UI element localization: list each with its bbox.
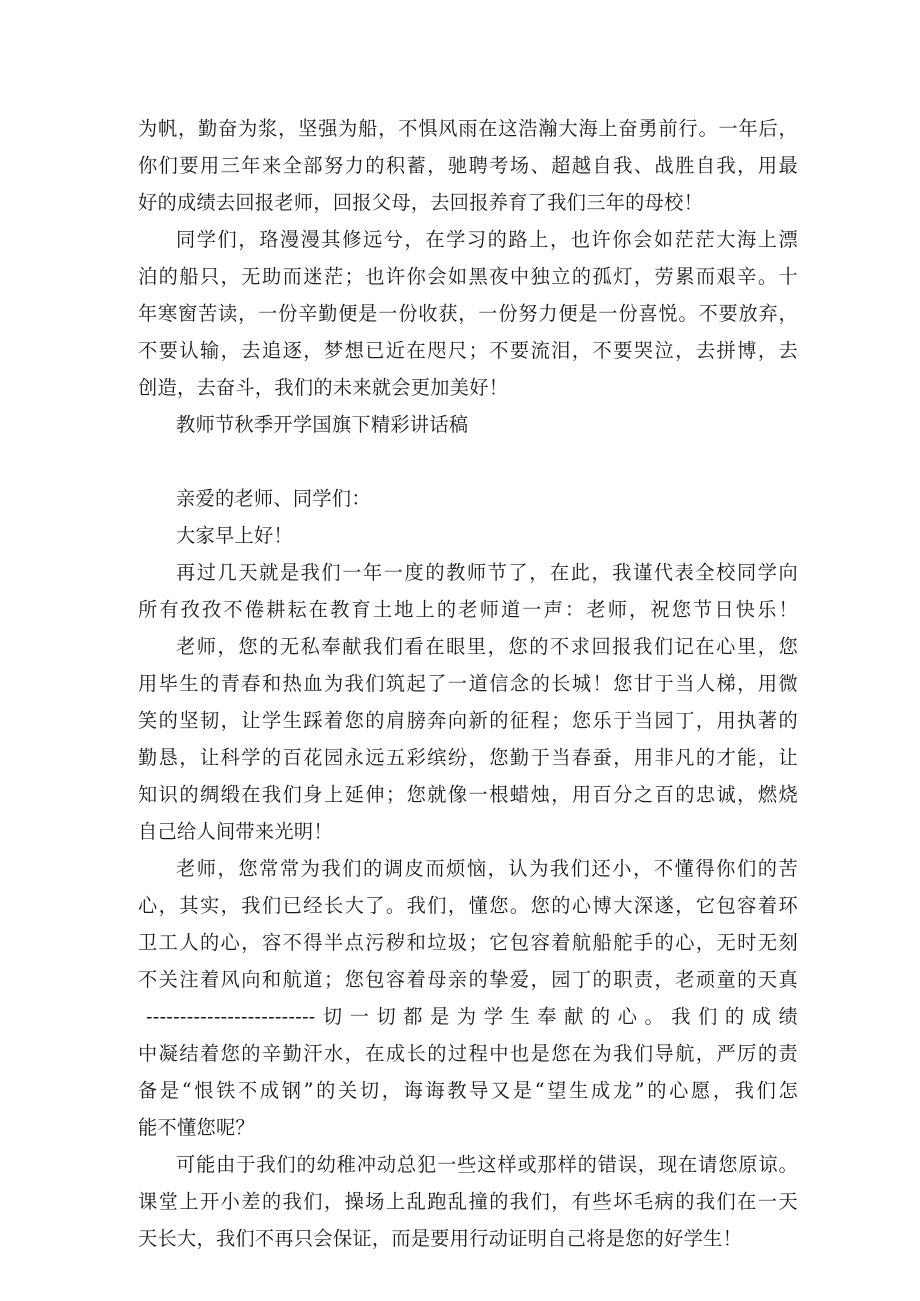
text-line: 你们要用三年来全部努力的积蓄，驰聘考场、超越自我、战胜自我，用最 (138, 154, 798, 177)
text-line: 能不懂您呢？ (138, 1116, 255, 1139)
paragraph-first-line: 同学们，珞漫漫其修远兮，在学习的路上，也许你会如茫茫大海上漂 (176, 228, 798, 251)
text-line: 心，其实，我们已经长大了。我们，懂您。您的心博大深遂，它包容着环 (138, 894, 798, 917)
text-line: 创造，去奋斗，我们的未来就会更加美好！ (138, 376, 509, 399)
text-line: 自己给人间带来光明！ (138, 820, 333, 843)
paragraph-first-line: 老师，您常常为我们的调皮而烦恼，认为我们还小，不懂得你们的苦 (176, 857, 798, 880)
text-line: 中凝结着您的辛勤汗水，在成长的过程中也是您在为我们导航，严厉的责 (138, 1042, 798, 1065)
text-line: 笑的坚韧，让学生踩着您的肩膀奔向新的征程；您乐于当园丁，用执著的 (138, 709, 798, 732)
document-page (138, 110, 798, 1257)
text-line: 不要认输，去追逐，梦想已近在咫尺；不要流泪，不要哭泣，去拼博，去 (138, 339, 798, 362)
text-line: 课堂上开小差的我们，操场上乱跑乱撞的我们，有些坏毛病的我们在一天 (138, 1190, 798, 1213)
text-line: 好的成绩去回报老师，回报父母，去回报养育了我们三年的母校！ (138, 191, 704, 214)
text-line: 泊的船只，无助而迷茫；也许你会如黑夜中独立的孤灯，劳累而艰辛。十 (138, 265, 798, 288)
salutation: 亲爱的老师、同学们： (176, 487, 371, 510)
text-line: 勤恳，让科学的百花园永远五彩缤纷，您勤于当春蚕，用非凡的才能，让 (138, 746, 798, 769)
greeting: 大家早上好！ (176, 524, 293, 547)
text-line: 不关注着风向和航道；您包容着母亲的挚爱，园丁的职责，老顽童的天真 (138, 968, 798, 991)
text-line: 为帆，勤奋为浆，坚强为船，不惧风雨在这浩瀚大海上奋勇前行。一年后， (138, 117, 798, 140)
text-line: 备是“恨铁不成钢”的关切，诲诲教导又是“望生成龙”的心愿，我们怎 (138, 1079, 798, 1102)
text-line: 卫工人的心，容不得半点污秽和垃圾；它包容着航船舵手的心，无时无刻 (138, 931, 798, 954)
text-line: 天长大，我们不再只会保证，而是要用行动证明自己将是您的好学生！ (138, 1227, 743, 1250)
blank-line (138, 443, 798, 480)
text-line: 年寒窗苦读，一份辛勤便是一份收获，一份努力便是一份喜悦。不要放弃， (138, 302, 798, 325)
text-line: 知识的绸缎在我们身上延伸；您就像一根蜡烛，用百分之百的忠诚，燃烧 (138, 783, 798, 806)
text-line: 所有孜孜不倦耕耘在教育土地上的老师道一声：老师，祝您节日快乐！ (138, 598, 798, 621)
text-line: 用毕生的青春和热血为我们筑起了一道信念的长城！您甘于当人梯，用微 (138, 672, 798, 695)
dashed-line: -------------------------切一切都是为学生奉献的心。我们的成绩 (146, 1005, 798, 1028)
paragraph-first-line: 可能由于我们的幼稚冲动总犯一些这样或那样的错误，现在请您原谅。 (176, 1153, 798, 1176)
paragraph-first-line: 再过几天就是我们一年一度的教师节了，在此，我谨代表全校同学向 (176, 561, 798, 584)
paragraph-first-line: 老师，您的无私奉献我们看在眼里，您的不求回报我们记在心里，您 (176, 635, 798, 658)
section-title: 教师节秋季开学国旗下精彩讲话稿 (176, 413, 469, 436)
